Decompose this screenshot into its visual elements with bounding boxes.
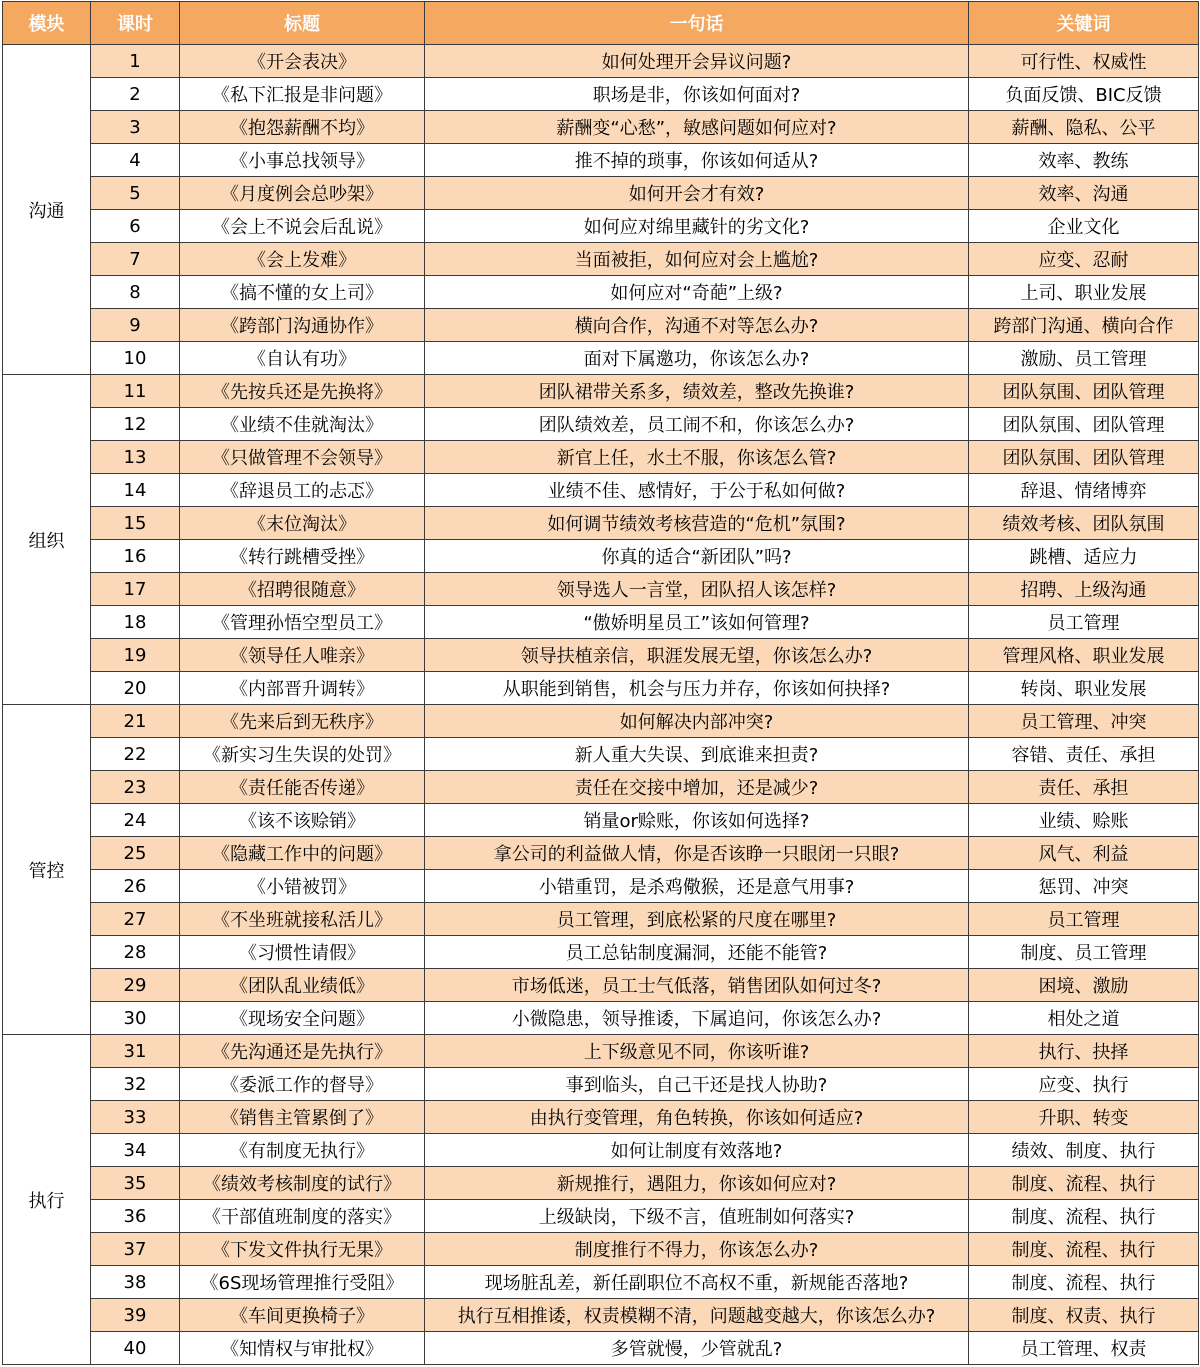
lesson-title-cell: 《习惯性请假》 <box>180 936 425 969</box>
one-line-cell: 薪酬变“心愁”，敏感问题如何应对? <box>425 111 969 144</box>
one-line-cell: 如何让制度有效落地? <box>425 1134 969 1167</box>
lesson-title-cell: 《有制度无执行》 <box>180 1134 425 1167</box>
lesson-number-cell: 27 <box>91 903 180 936</box>
one-line-cell: 业绩不佳、感情好，于公于私如何做? <box>425 474 969 507</box>
keywords-cell: 员工管理、冲突 <box>969 705 1199 738</box>
table-row <box>3 375 1199 408</box>
one-line-cell: 上下级意见不同，你该听谁? <box>425 1035 969 1068</box>
one-line-cell: 推不掉的琐事，你该如何适从? <box>425 144 969 177</box>
module-cell: 执行 <box>3 1035 91 1365</box>
table-row <box>3 1200 1199 1233</box>
keywords-cell: 薪酬、隐私、公平 <box>969 111 1199 144</box>
table-row <box>3 474 1199 507</box>
keywords-cell: 制度、流程、执行 <box>969 1200 1199 1233</box>
lesson-title-cell: 《隐藏工作中的问题》 <box>180 837 425 870</box>
lesson-number-cell: 37 <box>91 1233 180 1266</box>
lesson-title-cell: 《责任能否传递》 <box>180 771 425 804</box>
keywords-cell: 制度、员工管理 <box>969 936 1199 969</box>
one-line-cell: “傲娇明星员工”该如何管理? <box>425 606 969 639</box>
one-line-cell: 责任在交接中增加，还是减少? <box>425 771 969 804</box>
table-body <box>3 45 1199 1365</box>
one-line-cell: 员工管理，到底松紧的尺度在哪里? <box>425 903 969 936</box>
one-line-cell: 由执行变管理，角色转换，你该如何适应? <box>425 1101 969 1134</box>
header-keywords: 关键词 <box>969 2 1199 45</box>
keywords-cell: 制度、流程、执行 <box>969 1266 1199 1299</box>
lesson-number-cell: 29 <box>91 969 180 1002</box>
lesson-title-cell: 《销售主管累倒了》 <box>180 1101 425 1134</box>
table-row <box>3 936 1199 969</box>
lesson-number-cell: 3 <box>91 111 180 144</box>
keywords-cell: 制度、流程、执行 <box>969 1167 1199 1200</box>
one-line-cell: 小错重罚，是杀鸡儆猴，还是意气用事? <box>425 870 969 903</box>
lesson-title-cell: 《私下汇报是非问题》 <box>180 78 425 111</box>
one-line-cell: 执行互相推诿，权责模糊不清，问题越变越大，你该怎么办? <box>425 1299 969 1332</box>
one-line-cell: 如何应对“奇葩”上级? <box>425 276 969 309</box>
table-row <box>3 309 1199 342</box>
lesson-title-cell: 《业绩不佳就淘汰》 <box>180 408 425 441</box>
keywords-cell: 团队氛围、团队管理 <box>969 441 1199 474</box>
table-row <box>3 705 1199 738</box>
lesson-number-cell: 35 <box>91 1167 180 1200</box>
table-row <box>3 210 1199 243</box>
lesson-title-cell: 《干部值班制度的落实》 <box>180 1200 425 1233</box>
one-line-cell: 如何开会才有效? <box>425 177 969 210</box>
table-row <box>3 1299 1199 1332</box>
lesson-title-cell: 《开会表决》 <box>180 45 425 78</box>
lesson-number-cell: 1 <box>91 45 180 78</box>
lesson-title-cell: 《先按兵还是先换将》 <box>180 375 425 408</box>
lesson-title-cell: 《新实习生失误的处罚》 <box>180 738 425 771</box>
header-row <box>3 2 1199 45</box>
lesson-number-cell: 4 <box>91 144 180 177</box>
one-line-cell: 横向合作，沟通不对等怎么办? <box>425 309 969 342</box>
lesson-title-cell: 《现场安全问题》 <box>180 1002 425 1035</box>
course-table <box>2 1 1199 1365</box>
header-lesson: 课时 <box>91 2 180 45</box>
lesson-number-cell: 5 <box>91 177 180 210</box>
lesson-number-cell: 26 <box>91 870 180 903</box>
table-row <box>3 1167 1199 1200</box>
one-line-cell: 面对下属邀功，你该怎么办? <box>425 342 969 375</box>
one-line-cell: 你真的适合“新团队”吗? <box>425 540 969 573</box>
table-header <box>3 2 1199 45</box>
one-line-cell: 小微隐患，领导推诿，下属追问，你该怎么办? <box>425 1002 969 1035</box>
keywords-cell: 可行性、权威性 <box>969 45 1199 78</box>
keywords-cell: 升职、转变 <box>969 1101 1199 1134</box>
header-module: 模块 <box>3 2 91 45</box>
one-line-cell: 制度推行不得力，你该怎么办? <box>425 1233 969 1266</box>
table-row <box>3 144 1199 177</box>
lesson-title-cell: 《车间更换椅子》 <box>180 1299 425 1332</box>
lesson-number-cell: 30 <box>91 1002 180 1035</box>
one-line-cell: 销量or赊账，你该如何选择? <box>425 804 969 837</box>
lesson-title-cell: 《知情权与审批权》 <box>180 1332 425 1365</box>
lesson-title-cell: 《月度例会总吵架》 <box>180 177 425 210</box>
table-row <box>3 738 1199 771</box>
keywords-cell: 企业文化 <box>969 210 1199 243</box>
one-line-cell: 多管就慢，少管就乱? <box>425 1332 969 1365</box>
lesson-number-cell: 25 <box>91 837 180 870</box>
one-line-cell: 上级缺岗，下级不言，值班制如何落实? <box>425 1200 969 1233</box>
table-row <box>3 870 1199 903</box>
keywords-cell: 执行、抉择 <box>969 1035 1199 1068</box>
lesson-number-cell: 14 <box>91 474 180 507</box>
keywords-cell: 员工管理 <box>969 606 1199 639</box>
lesson-number-cell: 33 <box>91 1101 180 1134</box>
keywords-cell: 责任、承担 <box>969 771 1199 804</box>
one-line-cell: 新规推行，遇阻力，你该如何应对? <box>425 1167 969 1200</box>
table-row <box>3 1233 1199 1266</box>
keywords-cell: 负面反馈、BIC反馈 <box>969 78 1199 111</box>
table-row <box>3 1101 1199 1134</box>
table-row <box>3 639 1199 672</box>
keywords-cell: 员工管理 <box>969 903 1199 936</box>
one-line-cell: 当面被拒，如何应对会上尴尬? <box>425 243 969 276</box>
one-line-cell: 从职能到销售，机会与压力并存，你该如何抉择? <box>425 672 969 705</box>
table-row <box>3 573 1199 606</box>
table-row <box>3 837 1199 870</box>
table-row <box>3 111 1199 144</box>
table-row <box>3 1035 1199 1068</box>
header-one-line: 一句话 <box>425 2 969 45</box>
table-row <box>3 441 1199 474</box>
lesson-number-cell: 23 <box>91 771 180 804</box>
keywords-cell: 招聘、上级沟通 <box>969 573 1199 606</box>
lesson-number-cell: 10 <box>91 342 180 375</box>
keywords-cell: 跳槽、适应力 <box>969 540 1199 573</box>
lesson-number-cell: 28 <box>91 936 180 969</box>
keywords-cell: 惩罚、冲突 <box>969 870 1199 903</box>
lesson-title-cell: 《领导任人唯亲》 <box>180 639 425 672</box>
keywords-cell: 困境、激励 <box>969 969 1199 1002</box>
one-line-cell: 市场低迷，员工士气低落，销售团队如何过冬? <box>425 969 969 1002</box>
keywords-cell: 相处之道 <box>969 1002 1199 1035</box>
keywords-cell: 转岗、职业发展 <box>969 672 1199 705</box>
keywords-cell: 跨部门沟通、横向合作 <box>969 309 1199 342</box>
one-line-cell: 事到临头，自己干还是找人协助? <box>425 1068 969 1101</box>
lesson-number-cell: 21 <box>91 705 180 738</box>
lesson-title-cell: 《该不该赊销》 <box>180 804 425 837</box>
table-row <box>3 45 1199 78</box>
header-title: 标题 <box>180 2 425 45</box>
lesson-title-cell: 《末位淘汰》 <box>180 507 425 540</box>
table-row <box>3 804 1199 837</box>
lesson-title-cell: 《抱怨薪酬不均》 <box>180 111 425 144</box>
keywords-cell: 辞退、情绪博弈 <box>969 474 1199 507</box>
keywords-cell: 团队氛围、团队管理 <box>969 375 1199 408</box>
table-row <box>3 177 1199 210</box>
lesson-title-cell: 《小错被罚》 <box>180 870 425 903</box>
one-line-cell: 现场脏乱差，新任副职位不高权不重，新规能否落地? <box>425 1266 969 1299</box>
lesson-number-cell: 39 <box>91 1299 180 1332</box>
table-row <box>3 1068 1199 1101</box>
lesson-title-cell: 《搞不懂的女上司》 <box>180 276 425 309</box>
lesson-number-cell: 15 <box>91 507 180 540</box>
table-row <box>3 969 1199 1002</box>
one-line-cell: 职场是非，你该如何面对? <box>425 78 969 111</box>
lesson-title-cell: 《6S现场管理推行受阻》 <box>180 1266 425 1299</box>
one-line-cell: 领导扶植亲信，职涯发展无望，你该怎么办? <box>425 639 969 672</box>
lesson-number-cell: 19 <box>91 639 180 672</box>
lesson-number-cell: 22 <box>91 738 180 771</box>
table-row <box>3 540 1199 573</box>
table-row <box>3 342 1199 375</box>
lesson-number-cell: 17 <box>91 573 180 606</box>
keywords-cell: 应变、忍耐 <box>969 243 1199 276</box>
lesson-title-cell: 《会上发难》 <box>180 243 425 276</box>
lesson-title-cell: 《不坐班就接私活儿》 <box>180 903 425 936</box>
lesson-title-cell: 《自认有功》 <box>180 342 425 375</box>
keywords-cell: 制度、权责、执行 <box>969 1299 1199 1332</box>
lesson-title-cell: 《小事总找领导》 <box>180 144 425 177</box>
keywords-cell: 风气、利益 <box>969 837 1199 870</box>
keywords-cell: 上司、职业发展 <box>969 276 1199 309</box>
table-row <box>3 1134 1199 1167</box>
table-row <box>3 903 1199 936</box>
lesson-number-cell: 8 <box>91 276 180 309</box>
keywords-cell: 效率、沟通 <box>969 177 1199 210</box>
lesson-number-cell: 20 <box>91 672 180 705</box>
lesson-title-cell: 《跨部门沟通协作》 <box>180 309 425 342</box>
table-row <box>3 408 1199 441</box>
one-line-cell: 如何应对绵里藏针的劣文化? <box>425 210 969 243</box>
table-row <box>3 1332 1199 1365</box>
lesson-number-cell: 32 <box>91 1068 180 1101</box>
keywords-cell: 效率、教练 <box>969 144 1199 177</box>
lesson-number-cell: 40 <box>91 1332 180 1365</box>
lesson-title-cell: 《团队乱业绩低》 <box>180 969 425 1002</box>
table-row <box>3 672 1199 705</box>
one-line-cell: 新官上任，水土不服，你该怎么管? <box>425 441 969 474</box>
lesson-title-cell: 《内部晋升调转》 <box>180 672 425 705</box>
one-line-cell: 如何调节绩效考核营造的“危机”氛围? <box>425 507 969 540</box>
lesson-title-cell: 《先来后到无秩序》 <box>180 705 425 738</box>
lesson-number-cell: 12 <box>91 408 180 441</box>
module-cell: 组织 <box>3 375 91 705</box>
one-line-cell: 员工总钻制度漏洞，还能不能管? <box>425 936 969 969</box>
keywords-cell: 应变、执行 <box>969 1068 1199 1101</box>
one-line-cell: 如何解决内部冲突? <box>425 705 969 738</box>
keywords-cell: 员工管理、权责 <box>969 1332 1199 1365</box>
lesson-number-cell: 18 <box>91 606 180 639</box>
keywords-cell: 制度、流程、执行 <box>969 1233 1199 1266</box>
lesson-number-cell: 13 <box>91 441 180 474</box>
table-row <box>3 276 1199 309</box>
one-line-cell: 如何处理开会异议问题? <box>425 45 969 78</box>
lesson-title-cell: 《会上不说会后乱说》 <box>180 210 425 243</box>
keywords-cell: 团队氛围、团队管理 <box>969 408 1199 441</box>
table-row <box>3 1266 1199 1299</box>
keywords-cell: 管理风格、职业发展 <box>969 639 1199 672</box>
lesson-title-cell: 《先沟通还是先执行》 <box>180 1035 425 1068</box>
lesson-number-cell: 6 <box>91 210 180 243</box>
lesson-number-cell: 38 <box>91 1266 180 1299</box>
lesson-number-cell: 34 <box>91 1134 180 1167</box>
lesson-number-cell: 31 <box>91 1035 180 1068</box>
keywords-cell: 业绩、赊账 <box>969 804 1199 837</box>
lesson-title-cell: 《辞退员工的忐忑》 <box>180 474 425 507</box>
lesson-title-cell: 《绩效考核制度的试行》 <box>180 1167 425 1200</box>
lesson-title-cell: 《只做管理不会领导》 <box>180 441 425 474</box>
lesson-number-cell: 36 <box>91 1200 180 1233</box>
table-row <box>3 507 1199 540</box>
table-row <box>3 771 1199 804</box>
keywords-cell: 绩效、制度、执行 <box>969 1134 1199 1167</box>
lesson-title-cell: 《转行跳槽受挫》 <box>180 540 425 573</box>
keywords-cell: 容错、责任、承担 <box>969 738 1199 771</box>
module-cell: 沟通 <box>3 45 91 375</box>
lesson-title-cell: 《招聘很随意》 <box>180 573 425 606</box>
one-line-cell: 拿公司的利益做人情，你是否该睁一只眼闭一只眼? <box>425 837 969 870</box>
lesson-number-cell: 2 <box>91 78 180 111</box>
lesson-number-cell: 9 <box>91 309 180 342</box>
lesson-title-cell: 《管理孙悟空型员工》 <box>180 606 425 639</box>
table-row <box>3 606 1199 639</box>
lesson-number-cell: 7 <box>91 243 180 276</box>
lesson-title-cell: 《下发文件执行无果》 <box>180 1233 425 1266</box>
table-row <box>3 1002 1199 1035</box>
table-row <box>3 243 1199 276</box>
keywords-cell: 绩效考核、团队氛围 <box>969 507 1199 540</box>
lesson-number-cell: 11 <box>91 375 180 408</box>
one-line-cell: 新人重大失误、到底谁来担责? <box>425 738 969 771</box>
keywords-cell: 激励、员工管理 <box>969 342 1199 375</box>
lesson-title-cell: 《委派工作的督导》 <box>180 1068 425 1101</box>
one-line-cell: 领导选人一言堂，团队招人该怎样? <box>425 573 969 606</box>
lesson-number-cell: 16 <box>91 540 180 573</box>
one-line-cell: 团队绩效差，员工闹不和，你该怎么办? <box>425 408 969 441</box>
lesson-number-cell: 24 <box>91 804 180 837</box>
table-row <box>3 78 1199 111</box>
module-cell: 管控 <box>3 705 91 1035</box>
one-line-cell: 团队裙带关系多，绩效差，整改先换谁? <box>425 375 969 408</box>
